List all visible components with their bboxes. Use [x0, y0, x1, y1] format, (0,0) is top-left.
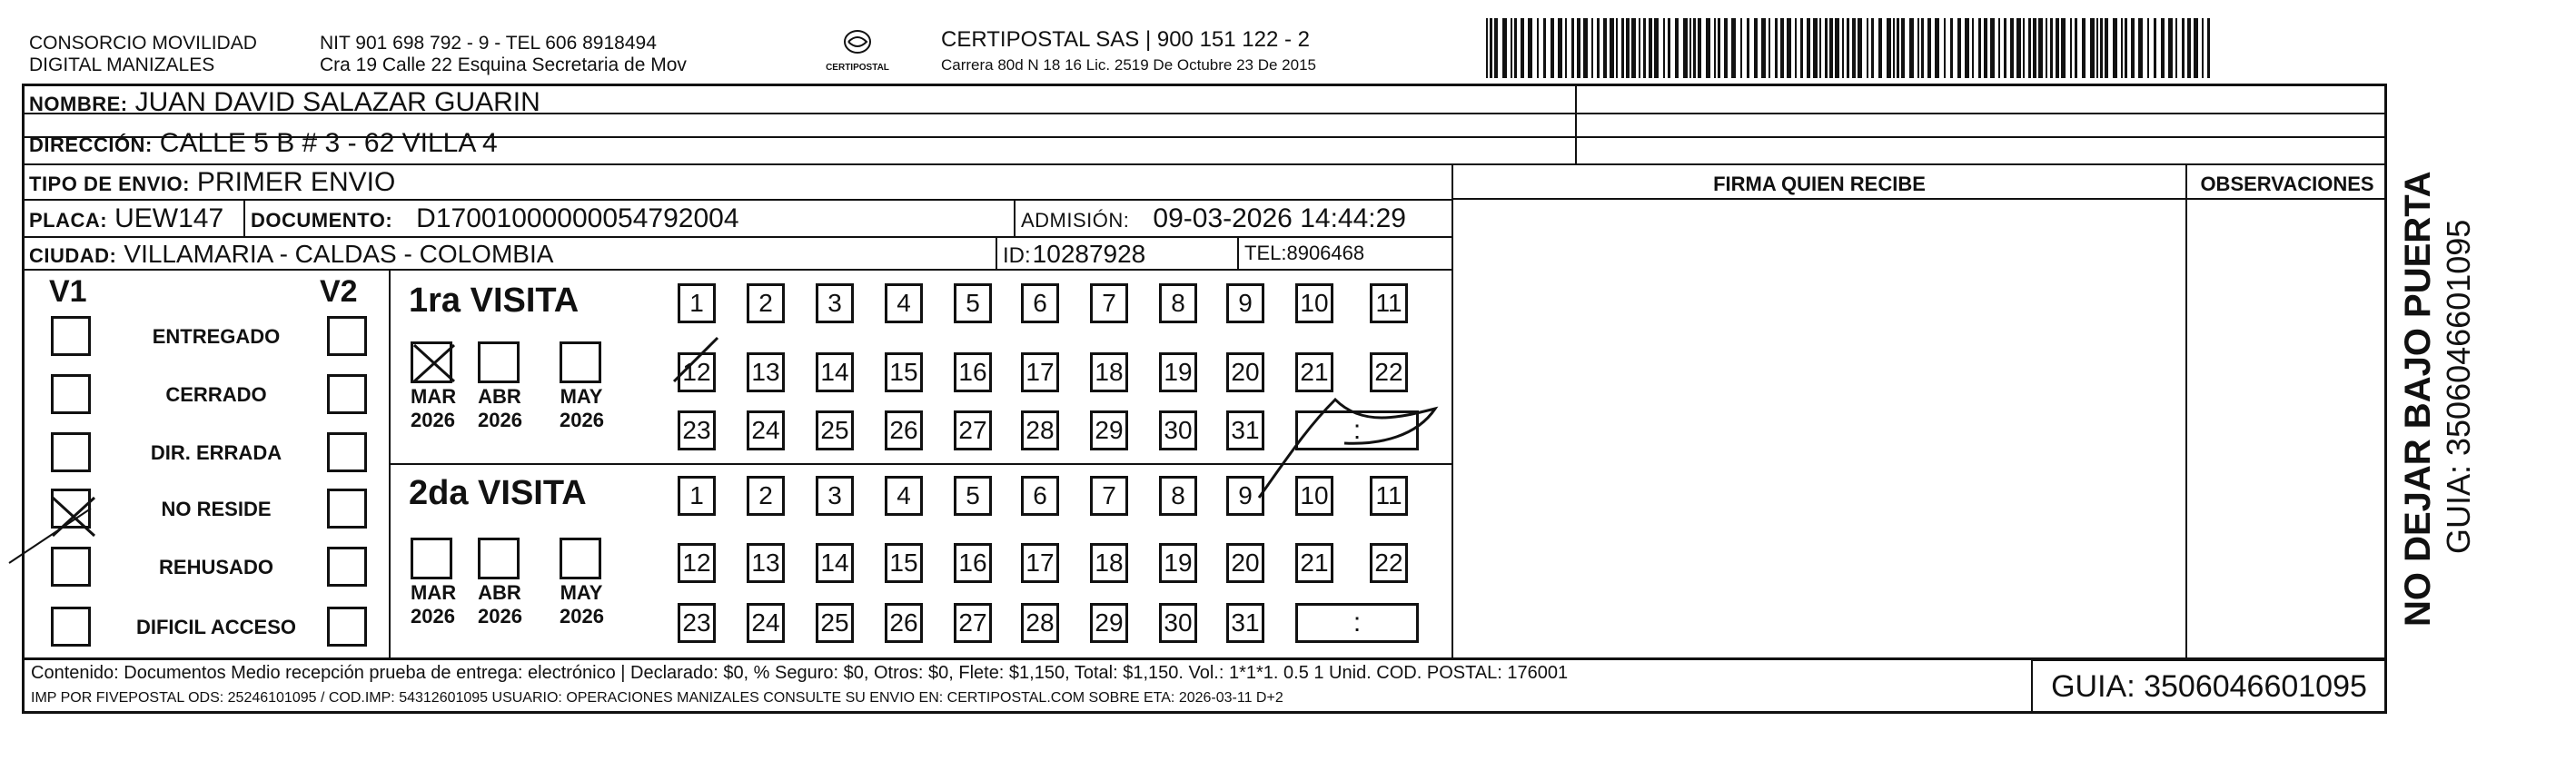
first-visit-day[interactable]: 15 [885, 352, 923, 392]
firma-header: FIRMA QUIEN RECIBE [1713, 173, 1926, 195]
first-visit-day[interactable]: 14 [816, 352, 854, 392]
second-visit-day[interactable]: 24 [747, 603, 785, 643]
first-visit-day[interactable]: 3 [816, 283, 854, 323]
first-visit-day[interactable]: 16 [954, 352, 992, 392]
status-label: NO RESIDE [161, 498, 272, 520]
first-visit-day[interactable]: 23 [678, 410, 716, 450]
first-visit-day[interactable]: 27 [954, 410, 992, 450]
no-dejar-bajo-puerta: NO DEJAR BAJO PUERTA [2398, 171, 2438, 627]
second-visit-day[interactable]: 27 [954, 603, 992, 643]
month-year: 2026 [560, 409, 604, 431]
nombre-label: NOMBRE: [29, 93, 128, 115]
first-visit-day[interactable]: 24 [747, 410, 785, 450]
documento-value: D17001000000054792004 [416, 203, 739, 233]
footer-guia-value: GUIA: 3506046601095 [2051, 668, 2367, 704]
first-visit-day[interactable]: 19 [1159, 352, 1197, 392]
placa-label: PLACA: [29, 209, 108, 232]
month-name: ABR [478, 385, 521, 408]
month-name: MAY [560, 581, 603, 604]
second-visit-day[interactable]: 15 [885, 543, 923, 583]
month-name: ABR [478, 581, 521, 604]
no-reside-check-mark [53, 498, 94, 536]
day-12-mark [674, 338, 718, 381]
month-year: 2026 [478, 409, 522, 431]
first-visit-day[interactable]: 6 [1021, 283, 1059, 323]
first-visit-day[interactable]: 13 [747, 352, 785, 392]
second-visit-day[interactable]: 19 [1159, 543, 1197, 583]
first-visit-time-separator: : [1352, 415, 1362, 445]
footer-print-info: IMP POR FIVEPOSTAL ODS: 25246101095 / COD.IMP: 54312601095 USUARIO: OPERACIONES MANIZALES CONSULTE SU ENVIO EN: CERTIPOSTAL.COM SOBRE ETA: 2026-03-11 D+2 [31, 690, 1283, 706]
tipo-envio-value: PRIMER ENVIO [196, 167, 396, 197]
second-visit-day[interactable]: 23 [678, 603, 716, 643]
placa-value: UEW147 [114, 203, 224, 233]
month-name: MAR [411, 385, 457, 408]
first-visit-day[interactable]: 26 [885, 410, 923, 450]
direccion-value: CALLE 5 B # 3 - 62 VILLA 4 [159, 128, 498, 158]
first-visit-day[interactable]: 20 [1226, 352, 1264, 392]
month-year: 2026 [478, 605, 522, 628]
v1-check-stroke [9, 509, 91, 563]
second-visit-day[interactable]: 12 [678, 543, 716, 583]
second-visit-day[interactable]: 28 [1021, 603, 1059, 643]
v2-header: V2 [320, 274, 358, 309]
admision-label: ADMISIÓN: [1021, 209, 1130, 232]
status-label: DIR. ERRADA [150, 441, 282, 464]
second-visit-day[interactable]: 31 [1226, 603, 1264, 643]
second-visit-day[interactable]: 2 [747, 476, 785, 516]
second-visit-day[interactable]: 18 [1090, 543, 1128, 583]
month-year: 2026 [411, 605, 455, 628]
second-visit-title: 2da VISITA [409, 474, 587, 512]
first-visit-title: 1ra VISITA [409, 282, 580, 320]
status-label: DIFICIL ACCESO [135, 616, 296, 638]
second-visit-day[interactable]: 25 [816, 603, 854, 643]
month-name: MAY [560, 385, 603, 408]
second-visit-time-separator: : [1352, 608, 1362, 637]
second-visit-day[interactable]: 30 [1159, 603, 1197, 643]
second-visit-day[interactable]: 8 [1159, 476, 1197, 516]
nombre-value: JUAN DAVID SALAZAR GUARIN [134, 87, 540, 117]
first-visit-day[interactable]: 11 [1370, 283, 1408, 323]
first-visit-day[interactable]: 22 [1370, 352, 1408, 392]
first-visit-day[interactable]: 18 [1090, 352, 1128, 392]
documento-label: DOCUMENTO: [251, 209, 393, 232]
second-visit-day[interactable]: 26 [885, 603, 923, 643]
courier-line-1: CERTIPOSTAL SAS | 900 151 122 - 2 [941, 27, 1310, 52]
second-visit-day[interactable]: 5 [954, 476, 992, 516]
first-visit-day[interactable]: 30 [1159, 410, 1197, 450]
first-visit-day[interactable]: 7 [1090, 283, 1128, 323]
second-visit-day[interactable]: 6 [1021, 476, 1059, 516]
first-visit-day[interactable]: 17 [1021, 352, 1059, 392]
side-guia: GUIA: 3506046601095 [2440, 219, 2477, 554]
first-visit-day[interactable]: 8 [1159, 283, 1197, 323]
second-visit-day[interactable]: 14 [816, 543, 854, 583]
footer-contents: Contenido: Documentos Medio recepción prueba de entrega: electrónico | Declarado: $0, % Seguro: $0, Otros: $0, Flete: $1,150, Total: $1,150. Vol.: 1*1*1. 0.5 1 Unid. COD. POSTAL: 176001 [31, 663, 1569, 683]
first-visit-day[interactable]: 28 [1021, 410, 1059, 450]
month-name: MAR [411, 581, 457, 604]
second-visit-day[interactable]: 4 [885, 476, 923, 516]
first-visit-day[interactable]: 4 [885, 283, 923, 323]
first-visit-day[interactable]: 2 [747, 283, 785, 323]
second-visit-day[interactable]: 13 [747, 543, 785, 583]
status-label: ENTREGADO [152, 325, 281, 348]
sender-address: Cra 19 Calle 22 Esquina Secretaria de Mov [320, 54, 687, 75]
second-visit-day[interactable]: 29 [1090, 603, 1128, 643]
first-visit-day[interactable]: 1 [678, 283, 716, 323]
observaciones-header: OBSERVACIONES [2200, 173, 2374, 195]
second-visit-day[interactable]: 7 [1090, 476, 1128, 516]
second-visit-day[interactable]: 11 [1370, 476, 1408, 516]
v1-header: V1 [49, 274, 87, 309]
direccion-label: DIRECCIÓN: [29, 133, 153, 156]
second-visit-day[interactable]: 1 [678, 476, 716, 516]
first-visit-day[interactable]: 21 [1295, 352, 1333, 392]
nit-line: NIT 901 698 792 - 9 - TEL 606 8918494 [320, 33, 657, 54]
company-line-1: CONSORCIO MOVILIDAD [29, 33, 257, 54]
first-visit-day[interactable]: 5 [954, 283, 992, 323]
first-visit-day[interactable]: 25 [816, 410, 854, 450]
ciudad-label: CIUDAD: [29, 244, 117, 267]
second-visit-day[interactable]: 17 [1021, 543, 1059, 583]
id-value: 10287928 [1032, 240, 1146, 268]
month-year: 2026 [560, 605, 604, 628]
company-line-2: DIGITAL MANIZALES [29, 54, 215, 75]
first-visit-day[interactable]: 29 [1090, 410, 1128, 450]
second-visit-day[interactable]: 16 [954, 543, 992, 583]
first-visit-day[interactable]: 12 [678, 352, 716, 392]
admision-value: 09-03-2026 14:44:29 [1153, 203, 1406, 233]
id-label: ID: [1003, 243, 1031, 268]
status-label: CERRADO [165, 383, 267, 406]
ciudad-value: VILLAMARIA - CALDAS - COLOMBIA [124, 240, 554, 268]
tel-value: 8906468 [1286, 242, 1365, 264]
tel-label: TEL: [1244, 242, 1287, 264]
second-visit-day[interactable]: 10 [1295, 476, 1333, 516]
courier-line-2: Carrera 80d N 18 16 Lic. 2519 De Octubre 23 De 2015 [941, 56, 1316, 74]
month-year: 2026 [411, 409, 455, 431]
first-visit-day[interactable]: 9 [1226, 283, 1264, 323]
second-visit-day[interactable]: 20 [1226, 543, 1264, 583]
status-label: REHUSADO [159, 556, 273, 578]
tipo-envio-label: TIPO DE ENVIO: [29, 173, 190, 195]
first-visit-day[interactable]: 31 [1226, 410, 1264, 450]
courier-logo-text: CERTIPOSTAL [826, 63, 889, 73]
second-visit-day[interactable]: 22 [1370, 543, 1408, 583]
first-visit-day[interactable]: 10 [1295, 283, 1333, 323]
mar-check-mark [414, 345, 454, 381]
second-visit-day[interactable]: 3 [816, 476, 854, 516]
signature-scribble [1259, 400, 1435, 498]
second-visit-day[interactable]: 21 [1295, 543, 1333, 583]
second-visit-day[interactable]: 9 [1226, 476, 1264, 516]
